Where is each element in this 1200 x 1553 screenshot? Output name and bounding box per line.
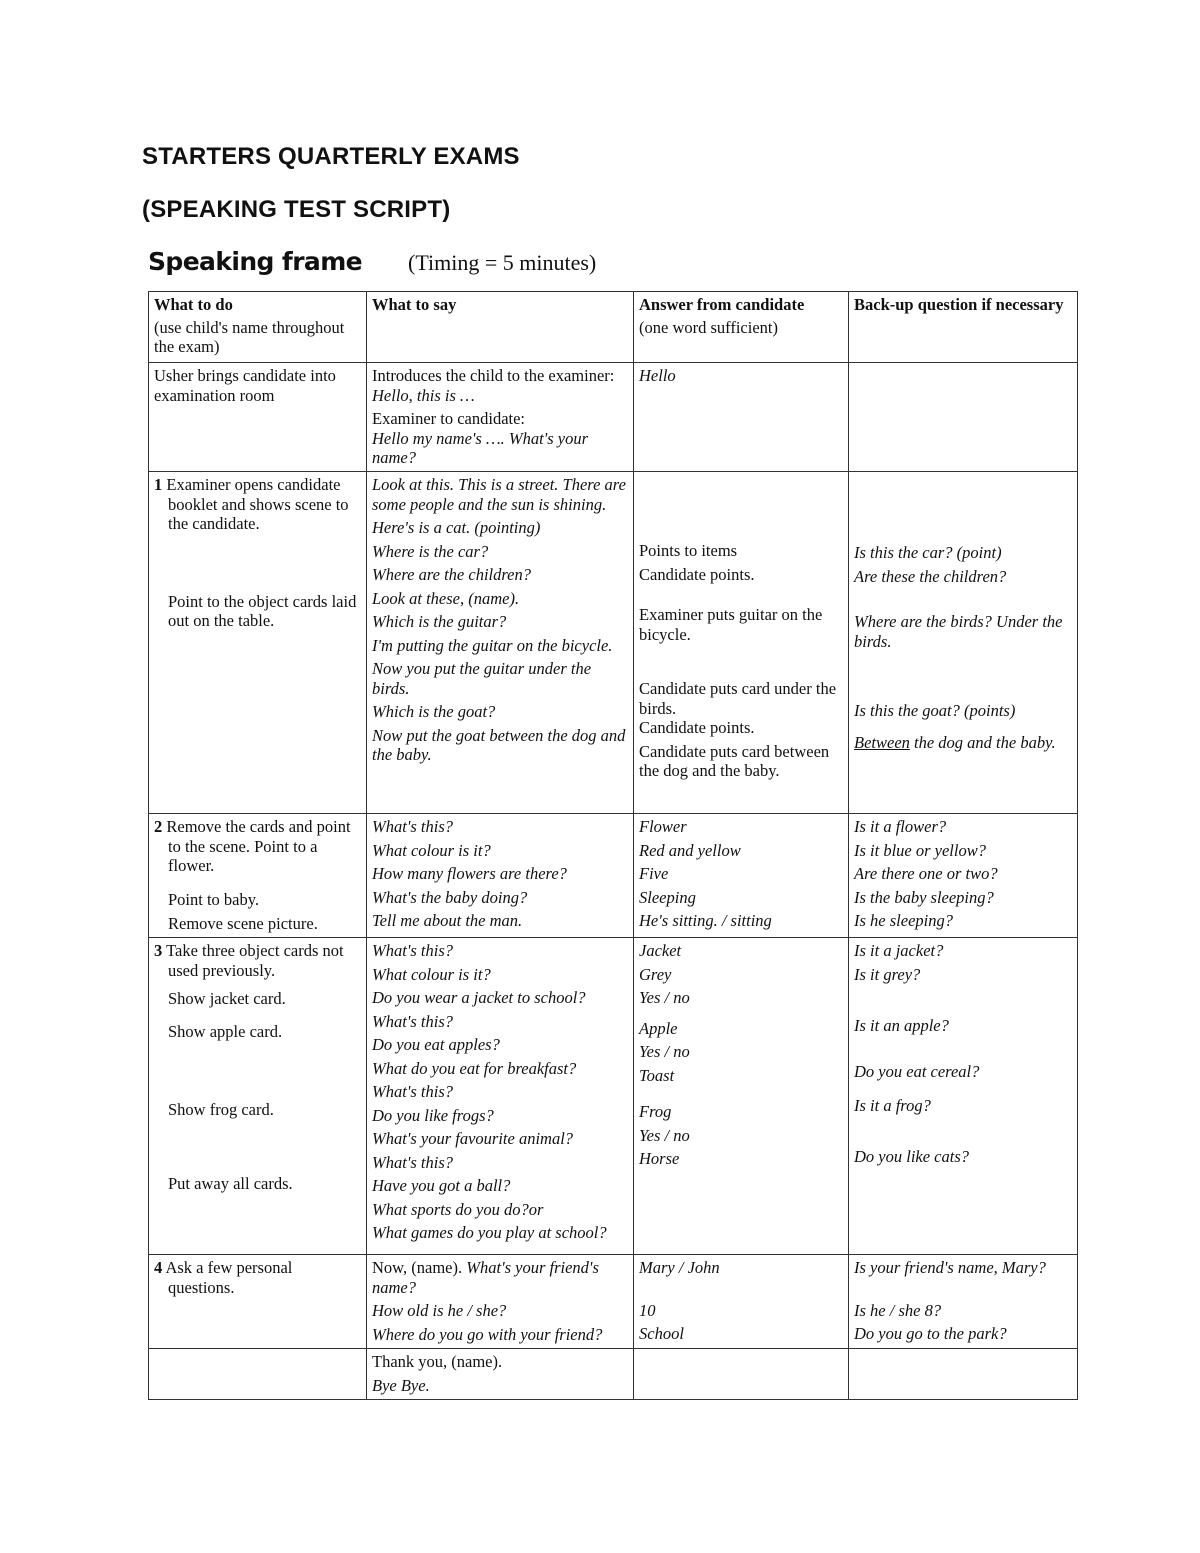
answer-line: He's sitting. / sitting (639, 911, 772, 930)
part-number: 1 (154, 475, 163, 494)
cell-text: Examiner to candidate: (372, 409, 526, 428)
say-line: Where is the car? (372, 541, 489, 561)
intro-answer (634, 363, 849, 472)
answer-line: Candidate puts card between the dog and the baby. (639, 741, 830, 780)
answer-line: Five (639, 864, 669, 883)
backup-line (854, 733, 1073, 753)
document-title: STARTERS QUARTERLY EXAMS (142, 143, 520, 170)
cell-text: Point to the object cards laid out on the table. (168, 591, 357, 630)
header-note: (one word sufficient) (639, 317, 778, 337)
cell-text-italic: the dog and the baby. (909, 732, 1056, 752)
part-number: 4 (154, 1258, 163, 1277)
say-line: What's this? (372, 1082, 453, 1101)
cell-text: Show frog card. (168, 1100, 274, 1119)
closing-answer (634, 1349, 849, 1400)
backup-line: Where are the birds? Under the birds. (854, 612, 1063, 651)
say-line: Look at these, (name). (372, 588, 520, 608)
say-line: What's this? (372, 1152, 453, 1172)
say-line: Here's is a cat. (pointing) (372, 518, 541, 537)
answer-line: Yes / no (639, 988, 690, 1007)
answer-line: Toast (639, 1065, 675, 1085)
header-label: Answer from candidate (639, 295, 805, 314)
say-line: Do you eat apples? (372, 1035, 500, 1054)
backup-line: Is it an apple? (854, 1016, 949, 1035)
say-line: Where do you go with your friend? (372, 1324, 603, 1344)
header-label: What to say (372, 295, 457, 314)
cell-text (154, 475, 362, 534)
answer-line: Mary / John (639, 1258, 720, 1277)
cell-text-plain: Ask a few personal questions. (165, 1258, 293, 1297)
part4-answer (634, 1255, 849, 1349)
cell-text: Point to baby. (168, 889, 260, 909)
underlined-word: Between (854, 732, 910, 752)
table-row-part-1 (149, 472, 1078, 814)
cell-text-italic: What's your friend's name? (372, 1258, 599, 1297)
backup-line: Is he sleeping? (854, 911, 953, 930)
backup-line: Do you go to the park? (854, 1324, 1007, 1343)
frame-title: Speaking frame (148, 247, 363, 276)
backup-line: Is he / she 8? (854, 1300, 942, 1320)
part4-say (367, 1255, 634, 1349)
header-answer (634, 292, 849, 363)
cell-text: Show apple card. (168, 1021, 283, 1041)
intro-say (367, 363, 634, 472)
table-row-part-3 (149, 938, 1078, 1255)
backup-line: Is it grey? (854, 964, 921, 984)
part3-backup (849, 938, 1078, 1255)
speaking-frame-table (148, 291, 1078, 1400)
cell-text-italic: Hello, this is … (372, 385, 475, 405)
cell-text-italic: Hello my name's …. What's your name? (372, 428, 589, 467)
closing-do (149, 1349, 367, 1400)
answer-line: Frog (639, 1102, 672, 1121)
say-line (372, 1258, 629, 1297)
part4-do (149, 1255, 367, 1349)
frame-timing: (Timing = 5 minutes) (408, 250, 597, 275)
say-line: Do you wear a jacket to school? (372, 988, 586, 1007)
cell-text-italic: Hello (639, 366, 676, 385)
part3-do (149, 938, 367, 1255)
answer-line: Examiner puts guitar on the bicycle. (639, 605, 823, 644)
backup-line: Is your friend's name, Mary? (854, 1258, 1046, 1277)
part-number: 2 (154, 817, 163, 836)
answer-line: School (639, 1324, 684, 1343)
cell-text-plain: Examiner opens candidate booklet and shows scene to the candidate. (166, 475, 349, 533)
answer-line: Candidate puts card under the birds. (639, 679, 837, 718)
say-line: Thank you, (name). (372, 1352, 503, 1371)
say-line: What do you eat for breakfast? (372, 1058, 577, 1078)
answer-line: Points to items (639, 541, 738, 560)
backup-line: Are there one or two? (854, 864, 998, 883)
cell-text (154, 941, 362, 980)
say-line: Now you put the guitar under the birds. (372, 659, 592, 698)
cell-text-plain: Remove the cards and point to the scene. Point to a flower. (166, 817, 351, 875)
backup-line: Do you eat cereal? (854, 1061, 980, 1081)
header-backup (849, 292, 1078, 363)
cell-text (154, 1258, 362, 1297)
say-line: What colour is it? (372, 964, 491, 984)
table-row-part-4 (149, 1255, 1078, 1349)
say-line: Bye Bye. (372, 1375, 430, 1395)
answer-line: Grey (639, 964, 672, 984)
part1-say (367, 472, 634, 814)
speaking-frame-heading (148, 247, 596, 276)
say-line: What sports do you do?or (372, 1199, 544, 1219)
answer-line: Red and yellow (639, 840, 741, 860)
backup-line: Is it blue or yellow? (854, 840, 986, 860)
table-row-intro (149, 363, 1078, 472)
answer-line: Apple (639, 1018, 678, 1038)
part-number: 3 (154, 941, 163, 960)
intro-do (149, 363, 367, 472)
cell-text: Usher brings candidate into examination room (154, 366, 336, 405)
say-line: Do you like frogs? (372, 1105, 494, 1125)
part2-backup (849, 814, 1078, 938)
cell-text (154, 817, 362, 876)
cell-text-plain: Introduces the child to the examiner: (372, 366, 615, 385)
backup-line: Is this the goat? (points) (854, 701, 1016, 720)
cell-text-plain: Take three object cards not used previously. (166, 941, 344, 980)
part2-say (367, 814, 634, 938)
say-line: Now put the goat between the dog and the baby. (372, 725, 626, 764)
table-row-part-2 (149, 814, 1078, 938)
say-line: What's the baby doing? (372, 887, 528, 907)
closing-say (367, 1349, 634, 1400)
backup-line: Is the baby sleeping? (854, 887, 994, 907)
say-line: What's your favourite animal? (372, 1129, 574, 1148)
answer-line: Sleeping (639, 887, 696, 907)
answer-line: Candidate points. (639, 718, 755, 737)
say-line: Look at this. This is a street. There are some people and the sun is shining. (372, 475, 626, 514)
say-line: What's this? (372, 941, 453, 960)
answer-line: Horse (639, 1149, 680, 1168)
say-line: Which is the guitar? (372, 612, 507, 631)
answer-line: Flower (639, 817, 687, 836)
say-line: What's this? (372, 817, 453, 836)
table-row-closing (149, 1349, 1078, 1400)
part2-answer (634, 814, 849, 938)
backup-line: Is this the car? (point) (854, 543, 1002, 562)
say-line: What colour is it? (372, 840, 491, 860)
backup-line: Do you like cats? (854, 1146, 970, 1166)
say-line: Where are the children? (372, 565, 531, 584)
answer-line: Jacket (639, 941, 682, 960)
cell-text: Remove scene picture. (168, 914, 318, 933)
answer-line: 10 (639, 1300, 656, 1320)
header-what-to-say (367, 292, 634, 363)
intro-backup (849, 363, 1078, 472)
cell-text-plain: Now, (name). (372, 1258, 467, 1277)
backup-line: Is it a frog? (854, 1096, 931, 1115)
part1-do (149, 472, 367, 814)
part3-say (367, 938, 634, 1255)
say-line: Which is the goat? (372, 702, 496, 721)
part3-answer (634, 938, 849, 1255)
say-line: How old is he / she? (372, 1301, 507, 1320)
document-subtitle: (SPEAKING TEST SCRIPT) (142, 196, 451, 223)
answer-line: Candidate points. (639, 564, 755, 584)
header-label: Back-up question if necessary (854, 295, 1064, 314)
say-line: Tell me about the man. (372, 911, 523, 930)
backup-line: Are these the children? (854, 566, 1007, 586)
say-line: I'm putting the guitar on the bicycle. (372, 635, 613, 655)
part1-answer (634, 472, 849, 814)
backup-line: Is it a jacket? (854, 941, 944, 960)
cell-text: Put away all cards. (168, 1173, 293, 1193)
say-line: What's this? (372, 1011, 453, 1031)
cell-text (372, 366, 629, 405)
answer-line: Yes / no (639, 1042, 690, 1061)
backup-line: Is it a flower? (854, 817, 947, 836)
header-label: What to do (154, 295, 233, 314)
say-line: How many flowers are there? (372, 864, 567, 883)
say-line: Have you got a ball? (372, 1176, 511, 1195)
header-note: (use child's name throughout the exam) (154, 317, 345, 356)
table-header-row (149, 292, 1078, 363)
part4-backup (849, 1255, 1078, 1349)
closing-backup (849, 1349, 1078, 1400)
part1-backup (849, 472, 1078, 814)
header-what-to-do (149, 292, 367, 363)
part2-do (149, 814, 367, 938)
answer-line: Yes / no (639, 1125, 690, 1145)
say-line: What games do you play at school? (372, 1223, 607, 1242)
cell-text: Show jacket card. (168, 989, 286, 1008)
